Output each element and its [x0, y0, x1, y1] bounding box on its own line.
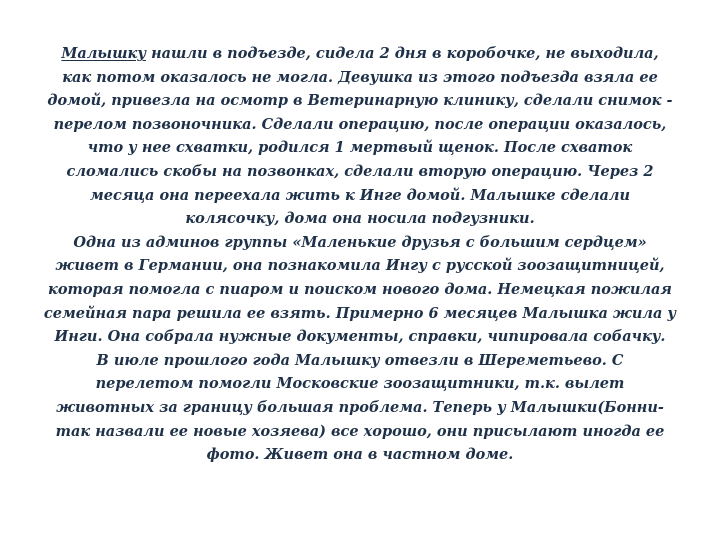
text-line-5: что у нее схватки, родился 1 мертвый щенок. После схваток [87, 139, 633, 157]
text-line-7: месяца она переехала жить к Инге домой. Малышке сделали [90, 186, 630, 204]
text-line-2: как потом оказалось не могла. Девушка из этого подъезда взяла ее [62, 68, 658, 86]
text-line-1-rest: нашли в подъезде, сидела 2 дня в коробочке, не выходила, [146, 45, 659, 62]
text-line-14: В июле прошлого года Малышку отвезли в Шереметьево. С [96, 351, 624, 369]
text-line-1 [26, 42, 694, 66]
text-line-17: так назвали ее новые хозяева) все хорошо, они присылают иногда ее [55, 422, 665, 440]
text-line-18: фото. Живет она в частном доме. [206, 446, 514, 464]
text-line-3: домой, привезла на осмотр в Ветеринарную клинику, сделали снимок - [47, 92, 673, 110]
text-line-15: перелетом помогли Московские зоозащитники, т.к. вылет [95, 375, 625, 393]
text-line-12: семейная пара решила ее взять. Примерно 6 месяцев Малышка жила у [43, 304, 677, 322]
text-line-6: сломались скобы на позвонках, сделали вторую операцию. Через 2 [66, 162, 654, 180]
text-line-16: животных за границу большая проблема. Теперь у Малышки(Бонни- [56, 398, 664, 416]
text-line-8: колясочку, дома она носила подгузники. [185, 210, 535, 228]
text-line-11: которая помогла с пиаром и поиском нового дома. Немецкая пожилая [48, 280, 672, 298]
story-text [26, 42, 694, 467]
underlined-first-word: Малышку [61, 45, 147, 62]
text-line-13: Инги. Она собрала нужные документы, справки, чипировала собачку. [54, 328, 666, 346]
text-line-9: Одна из админов группы «Маленькие друзья с большим сердцем» [73, 233, 647, 251]
text-line-10: живет в Германии, она познакомила Ингу с русской зоозащитницей, [55, 257, 665, 275]
text-line-4: перелом позвоночника. Сделали операцию, после операции оказалось, [53, 115, 667, 133]
